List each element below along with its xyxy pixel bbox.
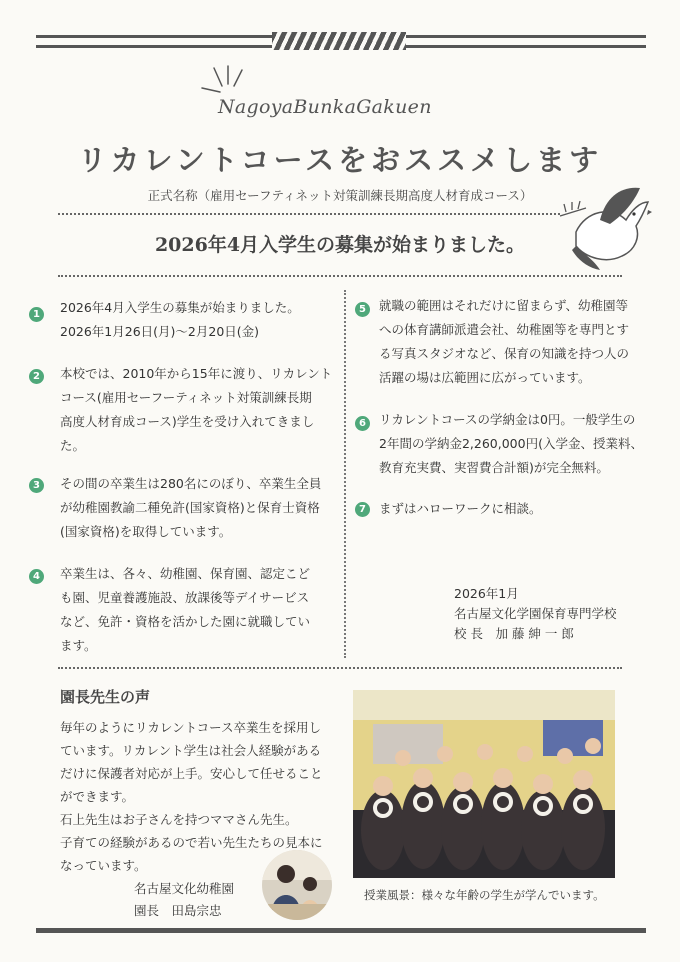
item-4-number: 4	[29, 569, 44, 584]
item-1-number: 1	[29, 307, 44, 322]
text-line: 高度人材育成コース)学生を受け入れてきまし	[60, 414, 315, 429]
striped-ornament	[272, 32, 406, 50]
signature-school: 名古屋文化学園保育専門学校	[454, 606, 617, 621]
voice-org: 名古屋文化幼稚園	[134, 881, 235, 896]
text-line: 卒業生は、各々、幼稚園、保育園、認定こど	[60, 566, 311, 581]
item-2-number: 2	[29, 369, 44, 384]
text-line: 就職の範囲はそれだけに留まらず、幼稚園等	[379, 298, 629, 313]
item-7-number: 7	[355, 502, 370, 517]
text-line: 本校では、2010年から15年に渡り、リカレント	[60, 366, 333, 381]
item-5-text	[379, 294, 629, 390]
item-1-text	[60, 296, 300, 344]
text-line: 石上先生はお子さんを持つママさん先生。	[60, 812, 298, 827]
text-line: への体育講師派遣会社、幼稚園等を専門とす	[379, 322, 630, 337]
divider-bottom	[58, 667, 622, 669]
official-name: 正式名称（雇用セーフティネット対策訓練長期高度人材育成コース）	[147, 188, 533, 203]
teacher-photo	[262, 850, 332, 920]
item-5-number: 5	[355, 302, 370, 317]
text-line: ています。リカレント学生は社会人経験がある	[60, 743, 322, 758]
item-6-text	[379, 408, 643, 480]
item-7-text	[379, 497, 542, 521]
text-line: だけに保護者対応が上手。安心して任せること	[60, 766, 323, 781]
signature	[454, 584, 617, 644]
text-line: コース(雇用セーフーティネット対策訓練長期	[60, 390, 312, 405]
text-line: その間の卒業生は280名にのぼり、卒業生全員	[60, 476, 322, 491]
text-line: 子育ての経験があるので若い先生たちの見本に	[60, 835, 323, 850]
text-line: 毎年のようにリカレントコース卒業生を採用し	[60, 720, 321, 735]
voice-signature	[134, 878, 234, 922]
item-6-number: 6	[355, 416, 370, 431]
school-logo: NagoyaBunkaGakuen	[218, 96, 432, 118]
divider-headline	[58, 275, 622, 277]
page-title: リカレントコースをおススメします	[77, 143, 603, 177]
recruitment-headline: 2026年4月入学生の募集が始まりました。	[154, 234, 526, 256]
item-3-number: 3	[29, 478, 44, 493]
text-line: が幼稚園教諭二種免許(国家資格)と保育士資格	[60, 500, 320, 515]
item-4-text	[60, 562, 310, 658]
class-photo	[353, 690, 615, 878]
bottom-rule	[36, 928, 646, 933]
text-line: なっています。	[60, 858, 147, 873]
text-line: 教育充実費、実習費合計額)が完全無料。	[379, 460, 609, 475]
signature-principal: 校 長 加 藤 紳 一 郎	[454, 626, 574, 641]
item-3-text	[60, 472, 321, 544]
voice-heading: 園長先生の声	[60, 688, 151, 706]
item-2-text	[60, 362, 332, 458]
text-line: など、免許・資格を活かした園に就職してい	[60, 614, 311, 629]
text-line: た。	[60, 438, 86, 453]
text-line: も園、児童養護施設、放課後等デイサービス	[60, 590, 310, 605]
text-line: 2026年4月入学生の募集が始まりました。	[60, 300, 300, 315]
text-line: 2年間の学納金2,260,000円(入学金、授業料、	[379, 436, 643, 451]
text-line: 2026年1月26日(月)～2月20日(金)	[60, 324, 260, 339]
text-line: る写真スタジオなど、保育の知識を持つ人の	[379, 346, 630, 361]
photo-caption: 授業風景：様々な年齢の学生が学んでいます。	[364, 888, 605, 902]
dove-icon	[556, 180, 652, 272]
text-line: ができます。	[60, 789, 135, 804]
text-line: リカレントコースの学納金は0円。一般学生の	[379, 412, 636, 427]
text-line: ます。	[60, 638, 97, 653]
text-line: まずはハローワークに相談。	[379, 501, 542, 516]
column-divider	[344, 290, 346, 658]
signature-date: 2026年1月	[454, 586, 519, 601]
divider-top	[58, 213, 560, 215]
text-line: 活躍の場は広範囲に広がっています。	[379, 370, 591, 385]
voice-person: 園長 田島宗忠	[134, 903, 222, 918]
text-line: (国家資格)を取得しています。	[60, 524, 232, 539]
